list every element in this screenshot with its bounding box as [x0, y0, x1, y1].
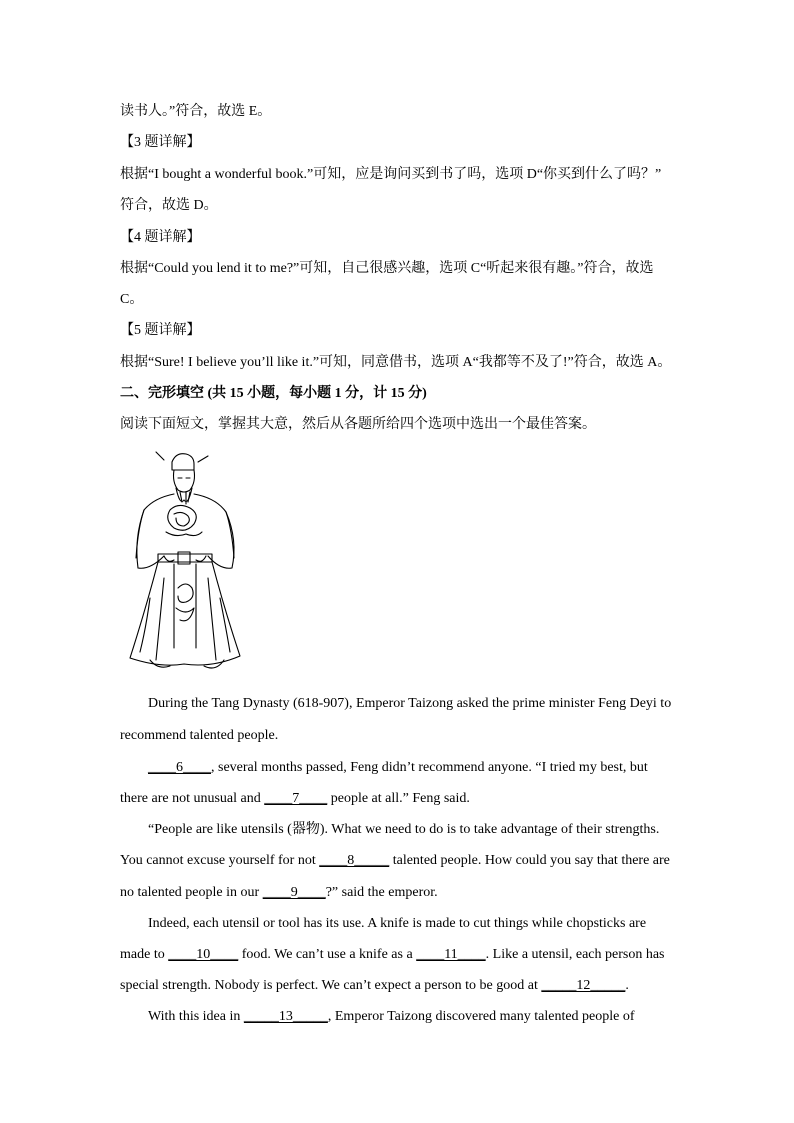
emperor-portrait-illustration	[120, 448, 250, 678]
passage-p2-line2-text-b: people at all.” Feng said.	[327, 791, 470, 806]
blank-7[interactable]: ____7____	[264, 791, 328, 806]
passage-p3-line2-text-b: talented people. How could you say that there are	[389, 853, 670, 868]
q4-explanation-line1: 根据“Could you lend it to me?”可知，自己很感兴趣，选项 C“听起来很有趣。”符合，故选	[120, 261, 654, 276]
q4-explanation-line2: C。	[120, 292, 144, 307]
passage-p5-line1	[148, 1008, 635, 1026]
section2-title: 二、完形填空 (共 15 小题，每小题 1 分，计 15 分)	[120, 386, 427, 401]
blank-12[interactable]: _____12_____	[541, 978, 626, 993]
blank-9[interactable]: ____9____	[262, 885, 326, 900]
blank-6[interactable]: ____6____	[148, 760, 211, 775]
passage-p5-line1-text-a: With this idea in	[148, 1009, 244, 1024]
blank-11[interactable]: ____11____	[416, 947, 486, 962]
blank-8[interactable]: ____8_____	[319, 853, 390, 868]
passage-p2-line2-text-a: there are not unusual and	[120, 791, 265, 806]
passage-p4-line3	[120, 977, 629, 995]
passage-p3-line2-text-a: You cannot excuse yourself for not	[120, 853, 320, 868]
passage-p3-line3-text-b: ?” said the emperor.	[325, 885, 438, 900]
blank-10[interactable]: ____10____	[168, 947, 239, 962]
passage-p4-line2	[120, 946, 665, 964]
passage-p3-line3-text-a: no talented people in our	[120, 885, 263, 900]
passage-p2-line1-text: , several months passed, Feng didn’t recommend anyone. “I tried my best, but	[211, 760, 648, 775]
q3-explanation-line2: 符合，故选 D。	[120, 198, 218, 213]
q4-heading: 【4 题详解】	[120, 230, 201, 245]
blank-13[interactable]: _____13_____	[243, 1009, 328, 1024]
q5-heading: 【5 题详解】	[120, 323, 201, 338]
passage-p4-line3-text-a: special strength. Nobody is perfect. We can’t expect a person to be good at	[120, 978, 542, 993]
passage-p3-line1: “People are like utensils (器物). What we need to do is to take advantage of their strengths.	[148, 822, 660, 837]
previous-answer-tail: 读书人。”符合，故选 E。	[120, 104, 272, 119]
passage-p4-line3-text-b: .	[625, 978, 629, 993]
q5-explanation-line1: 根据“Sure! I believe you’ll like it.”可知，同意借书，选项 A“我都等不及了!”符合，故选 A。	[120, 355, 672, 370]
passage-p4-line1: Indeed, each utensil or tool has its use. A knife is made to cut things while chopsticks are	[148, 916, 647, 931]
passage-p3-line3	[120, 884, 438, 902]
passage-p2-line1	[148, 759, 648, 777]
passage-p2-line2	[120, 790, 470, 808]
q3-heading: 【3 题详解】	[120, 135, 201, 150]
passage-p4-line2-text-c: . Like a utensil, each person has	[485, 947, 665, 962]
passage-p4-line2-text-a: made to	[120, 947, 169, 962]
q3-explanation-line1: 根据“I bought a wonderful book.”可知，应是询问买到书了吗，选项 D“你买到什么了吗？”	[120, 167, 662, 182]
passage-p1-line2: recommend talented people.	[120, 728, 279, 743]
passage-p5-line1-text-b: , Emperor Taizong discovered many talented people of	[327, 1009, 635, 1024]
section2-instruction: 阅读下面短文，掌握其大意，然后从各题所给四个选项中选出一个最佳答案。	[120, 417, 596, 432]
passage-p1-line1: During the Tang Dynasty (618-907), Emperor Taizong asked the prime minister Feng Deyi to	[148, 696, 672, 711]
passage-p3-line2	[120, 852, 670, 870]
passage-p4-line2-text-b: food. We can’t use a knife as a	[238, 947, 417, 962]
